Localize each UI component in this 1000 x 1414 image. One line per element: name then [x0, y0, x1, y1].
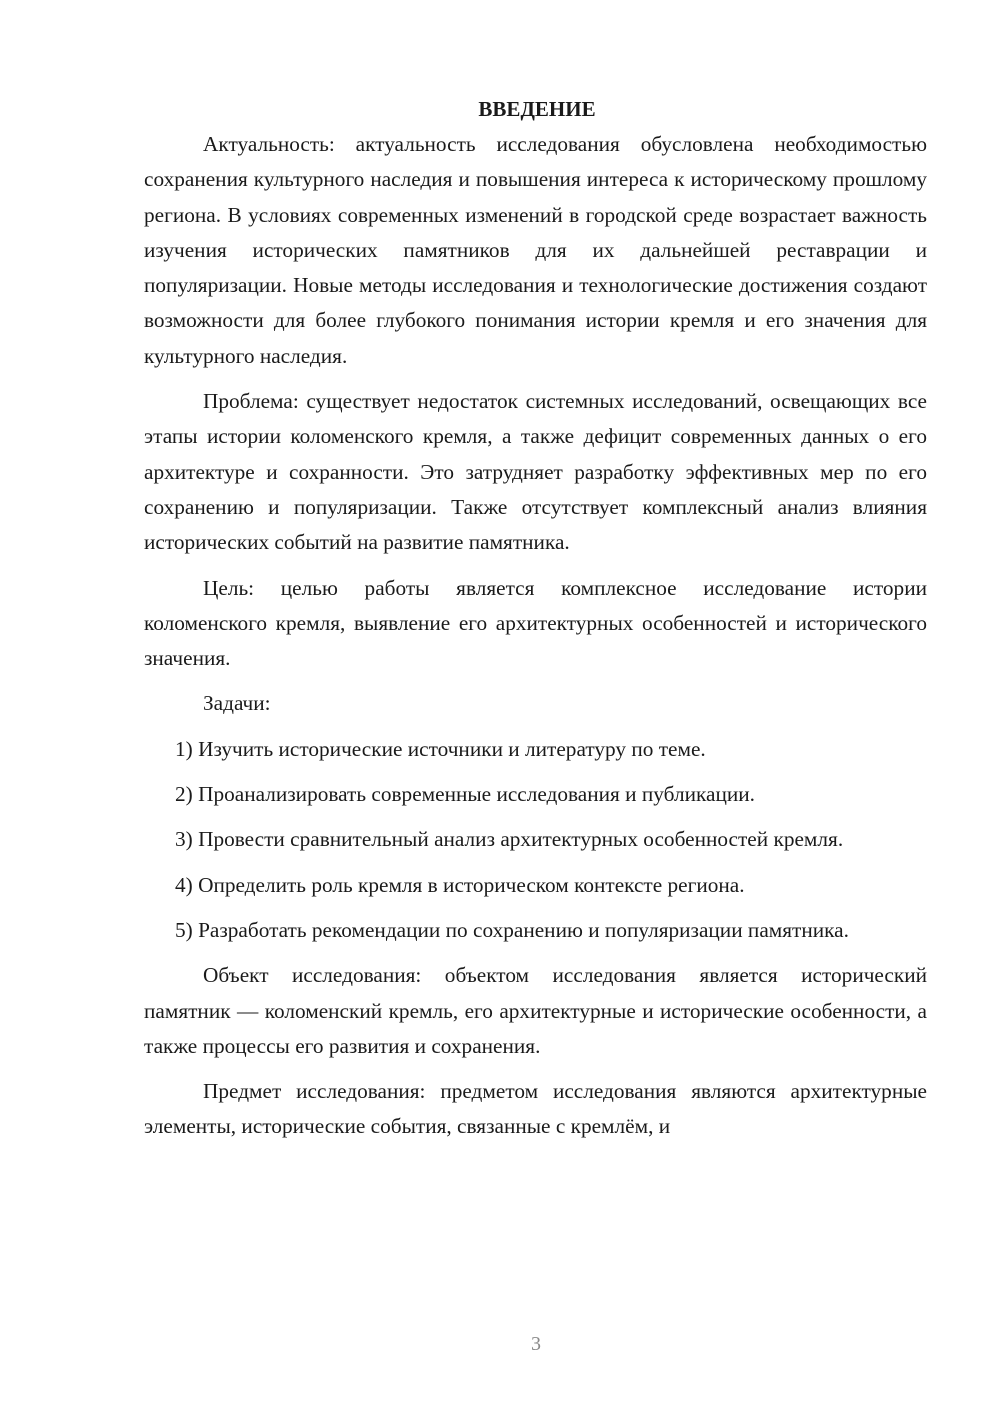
- task-item-3: 3) Провести сравнительный анализ архитектурных особенностей кремля.: [175, 827, 844, 852]
- task-item-5: 5) Разработать рекомендации по сохранению и популяризации памятника.: [175, 917, 849, 942]
- tasks-title: Задачи:: [203, 691, 271, 716]
- paragraph-subject: Предмет исследования: предметом исследования являются архитектурные элементы, исторические события, связанные с кремлём, и: [144, 1079, 927, 1139]
- task-item-4: 4) Определить роль кремля в историческом контексте региона.: [175, 872, 745, 897]
- task-item-2: 2) Проанализировать современные исследования и публикации.: [175, 782, 755, 807]
- paragraph-relevance: Актуальность: актуальность исследования обусловлена необходимостью сохранения культурного наследия и повышения интереса к историческому прошлому региона. В условиях современных изменений в городской среде возрастает важность изучения исторических памятников для их дальнейшей реставрации и популяризации. Новые методы исследования и технологические достижения создают возможности для более глубокого понимания истории кремля и его значения для культурного наследия.: [144, 132, 927, 368]
- paragraph-goal: Цель: целью работы является комплексное исследование истории коломенского кремля, выявление его архитектурных особенностей и исторического значения.: [144, 575, 927, 671]
- page-number: 3: [531, 1333, 541, 1355]
- paragraph-problem: Проблема: существует недостаток системных исследований, освещающих все этапы истории коломенского кремля, а также дефицит современных данных о его архитектуре и сохранности. Это затрудняет разработку эффективных мер по его сохранению и популяризации. Также отсутствует комплексный анализ влияния исторических событий на развитие памятника.: [144, 389, 927, 555]
- document-page: [144, 92, 927, 1145]
- section-heading: ВВЕДЕНИЕ: [478, 97, 596, 121]
- paragraph-object: Объект исследования: объектом исследования является исторический памятник — коломенский кремль, его архитектурные и исторические особенности, а также процессы его развития и сохранения.: [144, 963, 927, 1058]
- task-item-1: 1) Изучить исторические источники и литературу по теме.: [175, 736, 706, 761]
